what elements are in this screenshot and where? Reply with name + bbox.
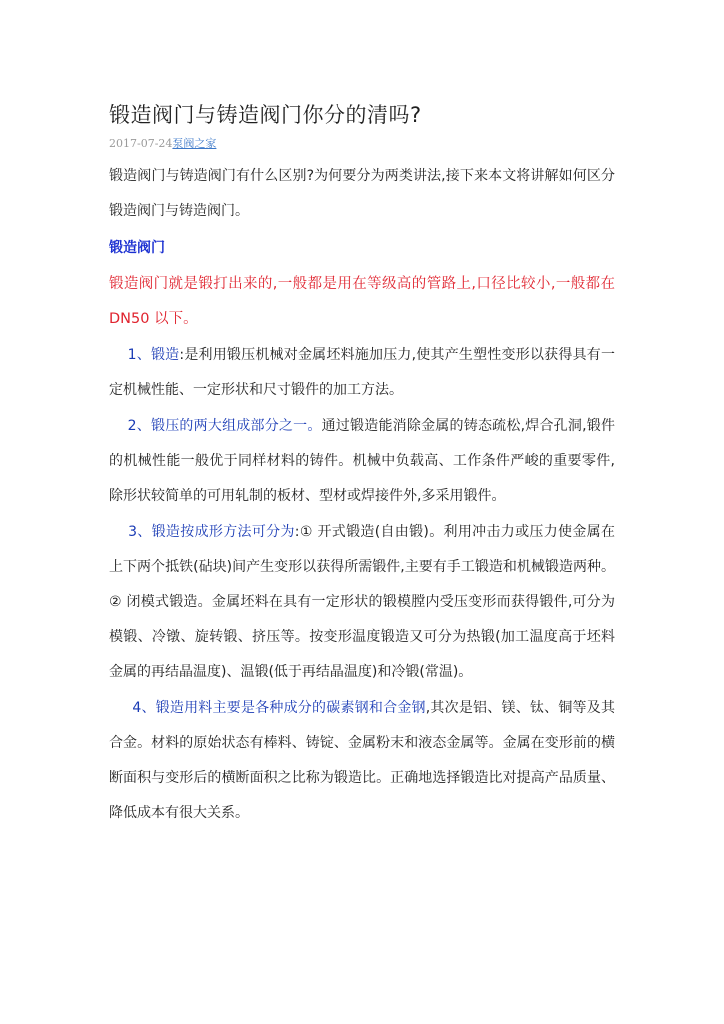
item-label: 4、锻造用料主要是各种成分的碳素钢和合金钢: [132, 700, 426, 716]
article: [109, 100, 615, 832]
list-item: [109, 515, 615, 690]
intro-paragraph: 锻造阀门与铸造阀门有什么区别?为何要分为两类讲法,接下来本文将讲解如何区分锻造阀门与铸造阀门。: [109, 168, 615, 219]
item-text: 通过锻造能消除金属的铸态疏松,焊合孔洞,锻件的机械性能一般优于同样材料的铸件。机械中负载高、工作条件严峻的重要零件,除形状较简单的可用轧制的板材、型材或焊接件外,多采用锻件。: [109, 418, 615, 504]
item-label: 2、锻压的两大组成部分之一。: [127, 418, 322, 434]
list-item: [109, 338, 615, 408]
item-text: :是利用锻压机械对金属坯料施加压力,使其产生塑性变形以获得具有一定机械性能、一定形状和尺寸锻件的加工方法。: [109, 347, 615, 398]
author-link[interactable]: 泵阀之家: [172, 137, 217, 150]
list-item: [109, 409, 615, 514]
section-heading: 锻造阀门: [109, 240, 165, 256]
indent: [109, 418, 128, 434]
publish-date: 2017-07-24: [109, 137, 173, 150]
item-label: 1、锻造: [127, 347, 180, 363]
item-label: 3、锻造按成形方法可分为: [128, 524, 295, 540]
article-title: 锻造阀门与铸造阀门你分的清吗?: [109, 103, 422, 127]
indent: [109, 347, 128, 363]
indent: [109, 700, 132, 716]
list-item: [109, 691, 615, 831]
item-text: ,其次是铝、镁、钛、铜等及其合金。材料的原始状态有棒料、铸锭、金属粉末和液态金属等。金属在变形前的横断面积与变形后的横断面积之比称为锻造比。正确地选择锻造比对提高产品质量、降低成本有很大关系。: [109, 700, 615, 821]
section-lead: 锻造阀门就是锻打出来的,一般都是用在等级高的管路上,口径比较小,一般都在 DN50 以下。: [109, 276, 615, 327]
item-text: :① 开式锻造(自由锻)。利用冲击力或压力使金属在上下两个抵铁(砧块)间产生变形以获得所需锻件,主要有手工锻造和机械锻造两种。② 闭模式锻造。金属坯料在具有一定形状的锻模膛内受压变形而获得锻件,可分为模锻、冷镦、旋转锻、挤压等。按变形温度锻造又可分为热锻(加工温度高于坯料金属的再结晶温度)、温锻(低于再结晶温度)和冷锻(常温)。: [109, 524, 615, 680]
article-meta: [109, 136, 615, 152]
indent: [109, 524, 128, 540]
